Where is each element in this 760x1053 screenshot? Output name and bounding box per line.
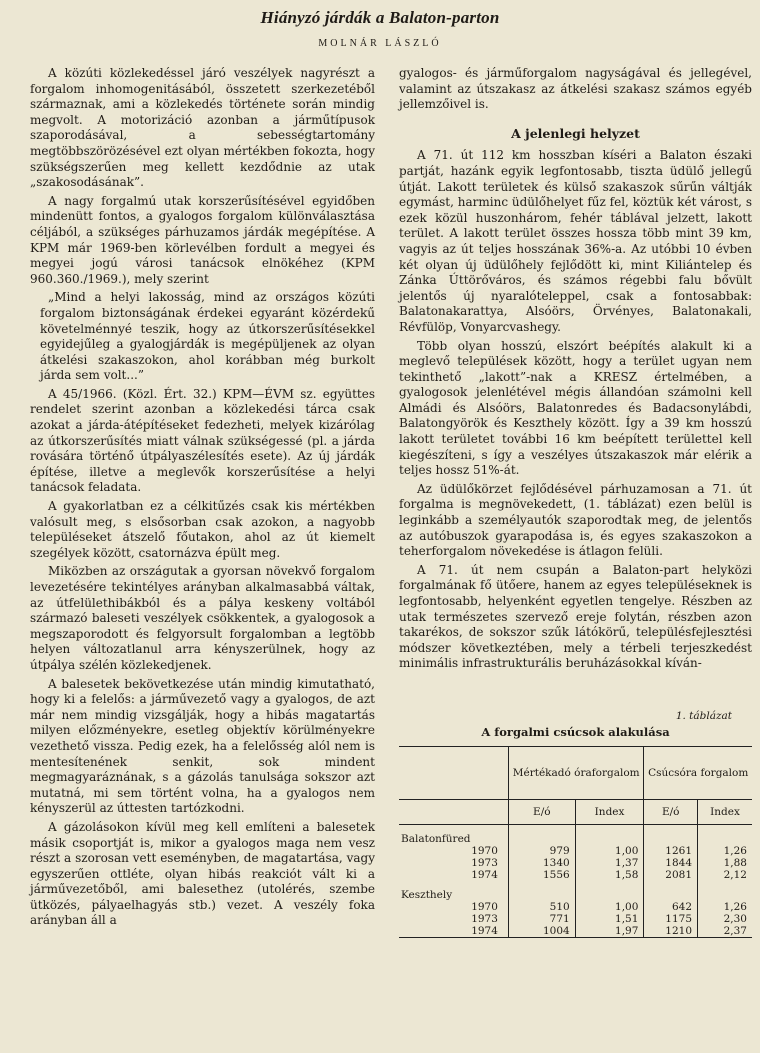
table-row — [399, 901, 752, 913]
table-row — [399, 833, 752, 845]
article-title: Hiányzó járdák a Balaton-parton — [260, 8, 500, 27]
table-sub-header: E/ó — [508, 800, 575, 825]
table-cell: 1210 — [644, 925, 698, 938]
paragraph: A balesetek bekövetkezése után mindig kimutatható, hogy ki a felelős: a járművezető vagy a gyalogos, de azt már nem mindig vizsgálják, hogy a hibás magatartás milyen előzményekre, esetleg objektív körülményekre vezethető vissza. Pedig ezek, ha a felelősség alól nem is mentesítenének senkit, sok mindent megmagyaráznának, s a gázolás tanulsága sokszor azt mutatná, mi sem történt volna, ha a gyalogos nem kényszerül az úttesten tartózkodni. — [30, 676, 375, 816]
table-cell: 1,37 — [575, 857, 644, 869]
table-sub-header: Index — [575, 800, 644, 825]
table-cell: 1,26 — [698, 845, 752, 857]
table-header-blank — [399, 747, 508, 800]
article-author: MOLNÁR LÁSZLÓ — [318, 38, 442, 49]
table-cell: 1,00 — [575, 901, 644, 913]
place-name: Keszthely — [401, 889, 453, 902]
table-cell: 1556 — [508, 869, 575, 881]
table-sub-header: E/ó — [644, 800, 698, 825]
quote-paragraph: „Mind a helyi lakosság, mind az országos közúti forgalom biztonságának érdekei egyaránt közérdekű követelménnyé teszik, hogy az útkorszerűsítésekkel egyidejűleg a gyalogjárdák is megépüljenek az olyan átkelési szakaszokon, ahol korábban még burkolt járda sem volt...” — [40, 290, 375, 383]
section-heading: A jelenlegi helyzet — [511, 125, 640, 141]
table-row — [399, 857, 752, 869]
right-column — [399, 66, 752, 938]
table-cell: 510 — [508, 901, 575, 913]
year-cell: 1974 — [471, 869, 498, 882]
table-cell: 1004 — [508, 925, 575, 938]
table-cell: 2,12 — [698, 869, 752, 881]
paragraph: A nagy forgalmú utak korszerűsítésével egyidőben mindenütt fontos, a gyalogos forgalom különválasztása céljából, a szükséges párhuzamos járdák megépítése. A KPM már 1969-ben körlevélben fordult a megyei és megyei jogú városi tanácsok elnökéhez (KPM 960.360./1969.), mely szerint — [30, 193, 375, 286]
table-cell: 642 — [644, 901, 698, 913]
year-cell: 1970 — [471, 901, 498, 914]
table-header-blank — [399, 800, 508, 825]
paragraph: A gázolásokon kívül meg kell említeni a balesetek másik csoportját is, mikor a gyalogos maga nem vesz részt a szorosan vett eseményben, de magatartása, vagy egyszerűen ottléte, olyan hibás reakciót vált ki a járművezetőből, ami balesethez (utolérés, szembe ütközés, pályaelhagyás stb.) vezet. A veszély foka arányban áll a — [30, 819, 375, 928]
table-row — [399, 889, 752, 901]
paragraph-continued: gyalogos- és járműforgalom nagyságával és jellegével, valamint az útszakasz az átkelési szakasz számos egyéb jellemzőivel is. — [399, 66, 752, 112]
year-cell: 1974 — [399, 925, 508, 938]
table-cell: 1175 — [644, 913, 698, 925]
table-cell: 1,58 — [575, 869, 644, 881]
table-cell: 1261 — [644, 845, 698, 857]
place-name: Balatonfüred — [401, 833, 471, 846]
paragraph: A 71. út 112 km hosszban kíséri a Balaton északi partját, hazánk egyik legfontosabb, tiszta üdülő jellegű útját. Lakott területek és külső szakaszok sűrűn váltják egymást, harminc üdülőhelyet fűz fel, köztük két várost, s ezek közül huszonhárom, fehér táblával jelzett, lakott terület. A lakott terület összes hossza több mint 39 km, vagyis az út teljes hosszának 36%-a. Az utóbbi 10 évben két olyan új üdülőhely fejlődött ki, mint Kiliántelep és Zánka Úttörőváros, és számos régebbi falu bővült jelentős új nyaralóteleppel, csak a fontosabbak: Balatonakarattya, Alsóörs, Örvényes, Balatonakali, Révfülöp, Vonyarcvashegy. — [399, 148, 752, 334]
table-group-header: Csúcsóra forgalom — [644, 747, 752, 800]
year-cell: 1973 — [471, 913, 498, 926]
table-cell: 979 — [508, 845, 575, 857]
table-cell: 1844 — [644, 857, 698, 869]
table-sub-header: Index — [698, 800, 752, 825]
table-row — [399, 869, 752, 881]
table-cell: 1340 — [508, 857, 575, 869]
table-cell: 1,97 — [575, 925, 644, 938]
paragraph: A 71. út nem csupán a Balaton-part helyközi forgalmának fő ütőere, hanem az egyes településeknek is legfontosabb, helyenként egyetlen tengelye. Részben az utak természetes szervező ereje folytán, részben azon takarékos, de sokszor szűk látókörű, településfejlesztési módszer következtében, mely a térbeli terjeszkedést minimális infrastrukturális beruházásokkal kíván- — [399, 562, 752, 671]
paragraph: A gyakorlatban ez a célkitűzés csak kis mértékben valósult meg, s elsősorban csak azokon, a nagyobb településeket átszelő főutakon, ahol az út kiemelt szegélyek között, csatornázva épült meg. — [30, 499, 375, 560]
table-cell: 1,00 — [575, 845, 644, 857]
traffic-table — [399, 746, 752, 938]
table-cell: 2,37 — [698, 925, 752, 938]
table-label: 1. táblázat — [675, 709, 732, 722]
table-cell: 1,26 — [698, 901, 752, 913]
table-cell: 1,51 — [575, 913, 644, 925]
paragraph: A 45/1966. (Közl. Ért. 32.) KPM—ÉVM sz. együttes rendelet szerint azonban a közlekedési tárca csak azokat a járda-átépítéseket fedezheti, melyek kizárólag az útkorszerűsítés miatt válnak szükségessé (pl. a járda rovására történő útpályaszélesítés esete). Az új járdák építése, illetve a meglevők korszerűsítése a helyi tanácsok feladata. — [30, 386, 375, 495]
table-cell: 771 — [508, 913, 575, 925]
year-cell: 1973 — [471, 857, 498, 870]
paragraph: Több olyan hosszú, elszórt beépítés alakult ki a meglevő települések között, hogy a terület ugyan nem tekinthető „lakott”-nak a KRESZ értelmében, a gyalogosok jelenlétével mégis állandóan számolni kell Almádi és Alsóörs, Balatonredes és Badacsonylábdi, Balatongyörök és Keszthely között. Így a 39 km hosszú lakott területet további 16 km beépített területtel kell kiegészíteni, s így a veszélyes útszakaszok már elérik a teljes hossz 51%-át. — [399, 338, 752, 478]
year-cell: 1970 — [471, 845, 498, 858]
table-row — [399, 913, 752, 925]
table-cell: 1,88 — [698, 857, 752, 869]
table-row — [399, 845, 752, 857]
left-column — [30, 66, 375, 932]
paragraph: Az üdülőkörzet fejlődésével párhuzamosan a 71. út forgalma is megnövekedett, (1. táblázat) ezen belül is leginkább a személyautók szaporodtak meg, de jelentős az autóbuszok gyarapodása is, és egyes szakaszokon a teherforgalom növekedése is átlagon felüli. — [399, 481, 752, 559]
paragraph: Miközben az országutak a gyorsan növekvő forgalom levezetésére tekintélyes arányban alkalmasabbá váltak, az útfelülethibákból és a pálya keskeny voltából származó baleseti veszélyek csökkentek, a gyalogosok a megszaporodott és felgyorsult forgalomban a legtöbb helyen változatlanul arra kényszerülnek, hogy az útpálya szélén közlekedjenek. — [30, 564, 375, 672]
table-title: A forgalmi csúcsok alakulása — [481, 724, 670, 739]
paragraph: A közúti közlekedéssel járó veszélyek nagyrészt a forgalom inhomogenitásából, összetett szerkezetéből származnak, ami a közlekedés története során mindig megvolt. A motorizáció azonban a járműtípusok szaporodásával, a sebességtartomány megtöbbszörözésével ezt olyan mértékben fokozta, hogy szükségszerűen meg kellett kezdődnie az utak „szakosodásának”. — [30, 66, 375, 190]
table-cell: 2,30 — [698, 913, 752, 925]
table-cell: 2081 — [644, 869, 698, 881]
table-group-header: Mértékadó óraforgalom — [508, 747, 644, 800]
table-row — [399, 925, 752, 938]
